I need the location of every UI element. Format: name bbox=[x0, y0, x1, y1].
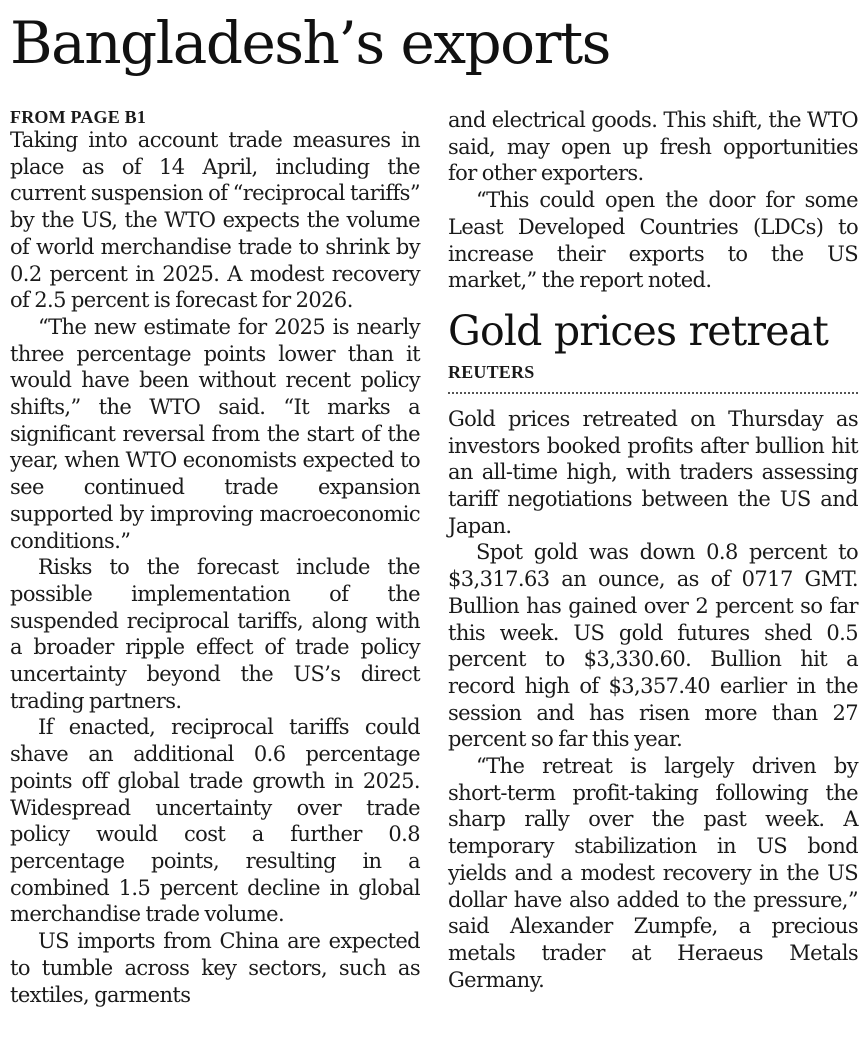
article-paragraph: US imports from China are expected to tumble across key sectors, such as textiles, garments bbox=[10, 929, 420, 1007]
article-source-label: REUTERS bbox=[448, 361, 535, 382]
article-paragraph: Gold prices retreated on Thursday as investors booked profits after bullion hit an all-time high, with traders assessing tariff negotiations between the US and Japan. bbox=[448, 406, 858, 538]
article-paragraph: Risks to the forecast include the possible implementation of the suspended reciprocal tariffs, along with a broader ripple effect of trade policy uncertainty beyond the US’s direct trading partners. bbox=[10, 555, 420, 713]
article-paragraph: Spot gold was down 0.8 percent to $3,317.63 an ounce, as of 0717 GMT. Bullion has gained over 2 percent so far this week. US gold futures shed 0.5 percent to $3,330.60. Bullion hit a record high of $3,357.40 earlier in the session and has risen more than 27 percent so far this year. bbox=[448, 540, 858, 752]
right-column bbox=[448, 107, 858, 993]
article-headline-secondary: Gold prices retreat bbox=[448, 306, 829, 355]
article-paragraph: Taking into account trade measures in place as of 14 April, including the current suspension of “reciprocal tariffs” by the US, the WTO expects the volume of world merchandise trade to shrink by 0.2 percent in 2025. A modest recovery of 2.5 percent is forecast for 2026. bbox=[10, 128, 420, 313]
dotted-divider bbox=[448, 392, 858, 394]
article-paragraph-continued: and electrical goods. This shift, the WTO said, may open up fresh opportunities for other exporters. bbox=[448, 108, 858, 186]
article-paragraph: “This could open the door for some Least Developed Countries (LDCs) to increase their exports to the US market,” the report noted. bbox=[448, 188, 858, 293]
left-column bbox=[10, 107, 420, 1008]
article-source-label: FROM PAGE B1 bbox=[10, 107, 147, 127]
article-headline: Bangladesh’s exports bbox=[10, 9, 610, 77]
article-paragraph: “The new estimate for 2025 is nearly three percentage points lower than it would have been without recent policy shifts,” the WTO said. “It marks a significant reversal from the start of the year, when WTO economists expected to see continued trade expansion supported by improving macroeconomic conditions.” bbox=[10, 314, 420, 553]
article-paragraph: “The retreat is largely driven by short-term profit-taking following the sharp rally over the past week. A temporary stabilization in US bond yields and a modest recovery in the US dollar have also added to the pressure,” said Alexander Zumpfe, a precious metals trader at Heraeus Metals Germany. bbox=[448, 754, 858, 992]
article-paragraph: If enacted, reciprocal tariffs could shave an additional 0.6 percentage points off global trade growth in 2025. Widespread uncertainty over trade policy would cost a further 0.8 percentage points, resulting in a combined 1.5 percent decline in global merchandise trade volume. bbox=[10, 715, 420, 927]
